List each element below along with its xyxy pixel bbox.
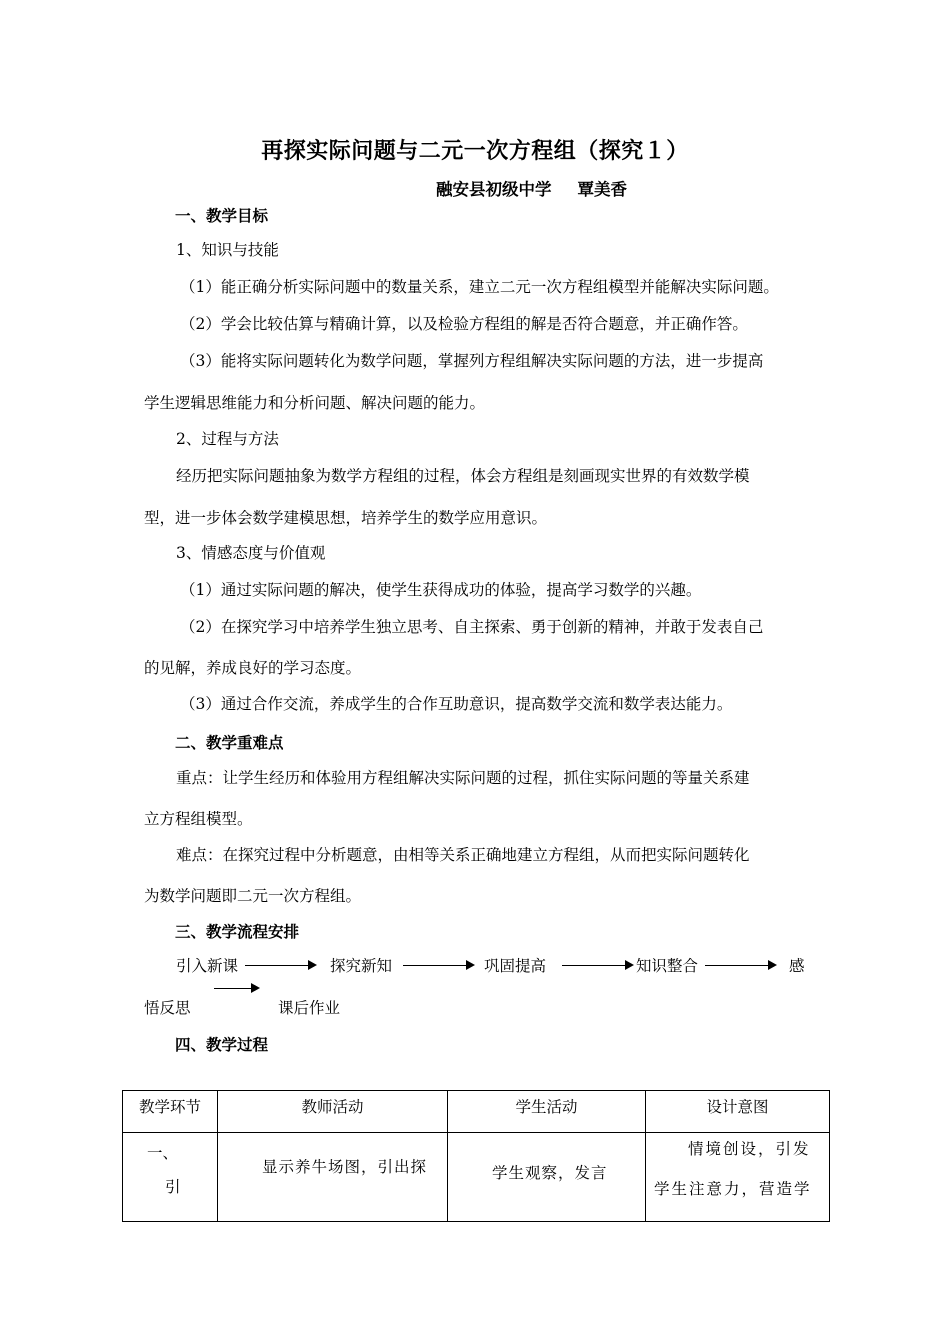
header-stage: 教学环节	[123, 1091, 218, 1133]
author-line	[436, 176, 627, 200]
knowledge-item-3-line2: 学生逻辑思维能力和分析问题、解决问题的能力。	[144, 394, 486, 412]
cell-teacher	[218, 1133, 448, 1222]
emotion-item-2-line1: （2）在探究学习中培养学生独立思考、自主探索、勇于创新的精神，并敢于发表自己	[180, 618, 764, 636]
key-point-line1: 重点：让学生经历和体验用方程组解决实际问题的过程，抓住实际问题的等量关系建	[176, 769, 750, 787]
flow-arrow-2	[403, 965, 473, 966]
student-text: 学生观察，发言	[492, 1164, 608, 1182]
knowledge-heading: 1、知识与技能	[176, 241, 279, 259]
flow-step-explore: 探究新知	[330, 957, 393, 975]
flow-arrow-5	[214, 988, 258, 989]
intent-line1: 情境创设，引发	[688, 1140, 811, 1158]
key-points-heading: 二、教学重难点	[175, 733, 284, 752]
header-design-intent: 设计意图	[646, 1091, 830, 1133]
stage-line2: 引	[165, 1178, 181, 1196]
difficulty-line2: 为数学问题即二元一次方程组。	[144, 887, 362, 905]
key-point-line2: 立方程组模型。	[144, 810, 253, 828]
author-school: 融安县初级中学	[436, 180, 552, 199]
objectives-heading: 一、教学目标	[175, 206, 269, 225]
flow-step-reflect-start: 感	[789, 957, 805, 975]
flow-step-consolidate: 巩固提高	[484, 957, 547, 975]
stage-line1: 一、	[147, 1144, 179, 1162]
emotion-heading: 3、情感态度与价值观	[176, 544, 326, 562]
flow-arrow-1	[245, 965, 315, 966]
flow-heading: 三、教学流程安排	[175, 922, 300, 941]
emotion-item-1: （1）通过实际问题的解决，使学生获得成功的体验，提高学习数学的兴趣。	[180, 581, 702, 599]
cell-intent	[646, 1133, 830, 1222]
cell-stage	[123, 1133, 218, 1222]
knowledge-item-2: （2）学会比较估算与精确计算，以及检验方程组的解是否符合题意，并正确作答。	[180, 315, 748, 333]
process-line2: 型，进一步体会数学建模思想，培养学生的数学应用意识。	[144, 509, 548, 527]
author-name: 覃美香	[577, 180, 627, 199]
flow-step-reflect-end: 悟反思	[144, 999, 191, 1017]
process-line1: 经历把实际问题抽象为数学方程组的过程，体会方程组是刻画现实世界的有效数学模	[176, 467, 750, 485]
flow-arrow-4	[705, 965, 775, 966]
lesson-table	[122, 1090, 830, 1222]
procedure-heading: 四、教学过程	[175, 1035, 269, 1054]
table-header-row	[123, 1091, 830, 1133]
process-heading: 2、过程与方法	[176, 430, 279, 448]
knowledge-item-3-line1: （3）能将实际问题转化为数学问题，掌握列方程组解决实际问题的方法，进一步提高	[180, 352, 764, 370]
flow-arrow-3	[562, 965, 632, 966]
knowledge-item-1: （1）能正确分析实际问题中的数量关系，建立二元一次方程组模型并能解决实际问题。	[180, 278, 779, 296]
document-title: 再探实际问题与二元一次方程组（探究１）	[261, 138, 689, 164]
emotion-item-2-line2: 的见解，养成良好的学习态度。	[144, 659, 362, 677]
flow-step-intro: 引入新课	[176, 957, 239, 975]
emotion-item-3: （3）通过合作交流，养成学生的合作互助意识，提高数学交流和数学表达能力。	[180, 695, 733, 713]
flow-step-homework: 课后作业	[278, 999, 341, 1017]
difficulty-line1: 难点：在探究过程中分析题意，由相等关系正确地建立方程组，从而把实际问题转化	[176, 846, 750, 864]
teacher-text: 显示养牛场图，引出探	[262, 1158, 428, 1176]
table-row	[123, 1133, 830, 1222]
cell-student	[448, 1133, 646, 1222]
intent-line2: 学生注意力，营造学	[654, 1180, 812, 1198]
flow-step-integrate: 知识整合	[636, 957, 699, 975]
header-student-activity: 学生活动	[448, 1091, 646, 1133]
header-teacher-activity: 教师活动	[218, 1091, 448, 1133]
